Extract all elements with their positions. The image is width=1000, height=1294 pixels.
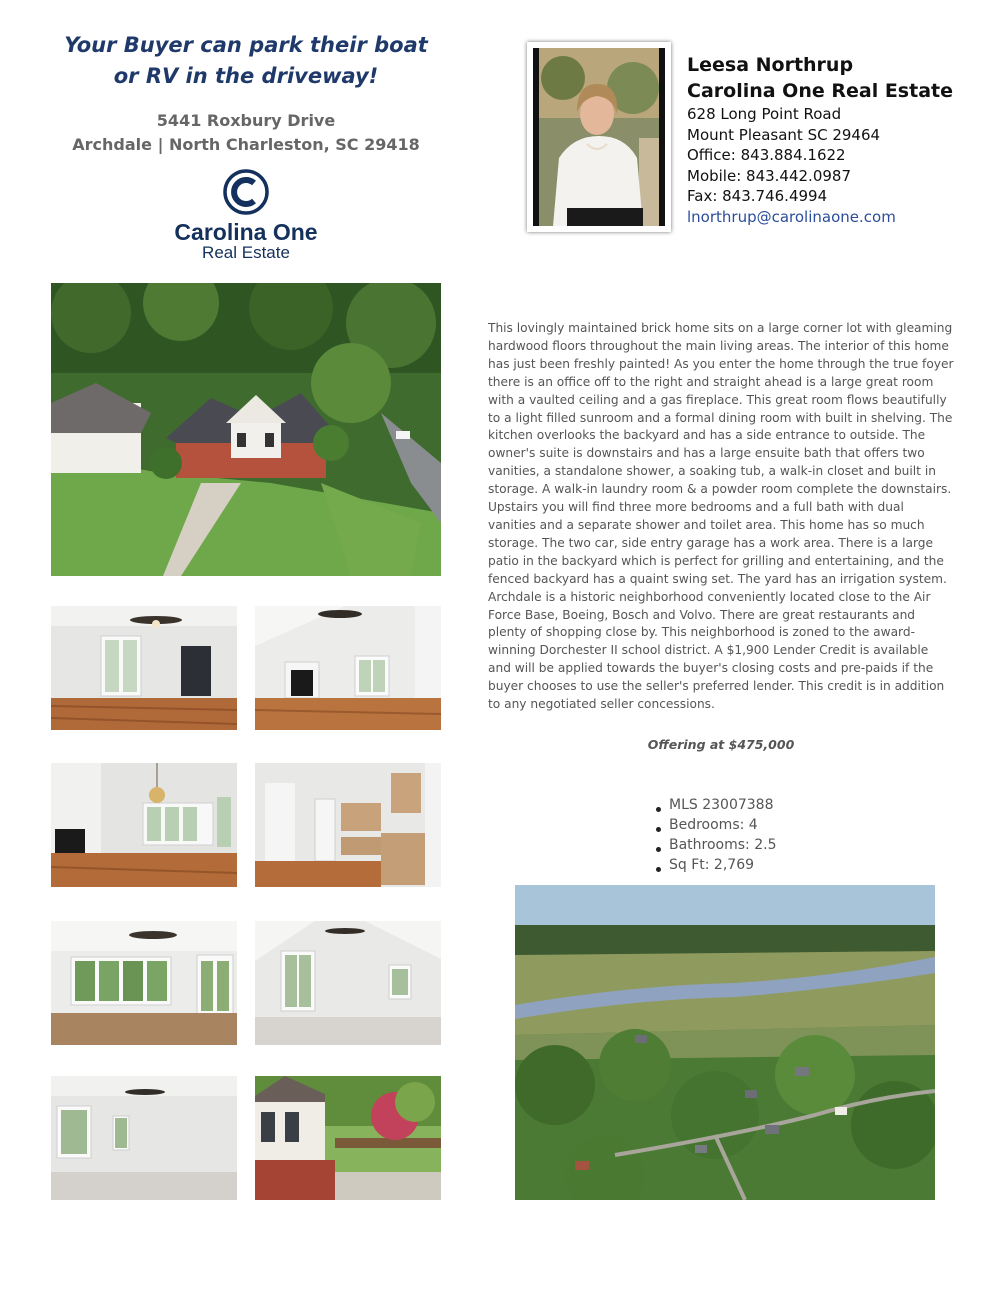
exterior-photo-backyard xyxy=(255,1076,441,1200)
offering-price: Offering at $475,000 xyxy=(647,737,795,752)
interior-photo-kitchen xyxy=(255,763,441,887)
headline-line-1: Your Buyer can park their boat xyxy=(64,33,428,57)
fact-bathrooms: Bathrooms: 2.5 xyxy=(655,835,777,855)
agent-street: 628 Long Point Road xyxy=(687,105,842,123)
agent-company: Carolina One Real Estate xyxy=(687,80,953,102)
interior-photo-bedroom-2 xyxy=(51,1076,237,1200)
agent-email-link[interactable]: lnorthrup@carolinaone.com xyxy=(687,207,896,226)
property-description: This lovingly maintained brick home sits on a large corner lot with gleaming hardwood floors throughout the main living areas. The interior of this home has just been freshly painted! As you enter the home through the true foyer there is an office off to the right and straight ahead is a large great room with a vaulted ceiling and a gas fireplace. This great room flows beautifully to a light filled sunroom and a formal dining room with built in shelving. The kitchen overlooks the backyard and has a side entrance to outside. The owner's suite is downstairs and has a large ensuite bath that offers two vanities, a standalone shower, a soaking tub, a walk-in closet and built in storage. A walk-in laundry room & a powder room complete the downstairs. Upstairs you will find three more bedrooms and a full bath with dual vanities and a separate shower and toilet area. This home has so much storage. The two car, side entry garage has a work area. There is a large patio in the backyard which is perfect for grilling and entertaining, and the fenced backyard has a quaint swing set. The yard has an irrigation system. Archdale is a historic neighborhood conveniently located close to the Air Force Base, Boeing, Bosch and Volvo. There are great restaurants and plenty of shopping close by. This neighborhood is zoned to the award-winning Dorchester II school district. A $1,900 Lender Credit is available and will be applied towards the buyer's closing costs and pre-paids if the buyer chooses to use the seller's preferred lender. This credit is in addition to any negotiated seller concessions. xyxy=(488,321,954,712)
address-street: 5441 Roxbury Drive xyxy=(156,111,336,130)
brokerage-logo xyxy=(160,168,332,268)
fact-sqft: Sq Ft: 2,769 xyxy=(655,855,777,875)
address-city: Archdale | North Charleston, SC 29418 xyxy=(72,135,420,154)
agent-mobile-phone: Mobile: 843.442.0987 xyxy=(687,166,851,185)
interior-photo-great-room xyxy=(51,606,237,730)
logo-subtitle: Real Estate xyxy=(202,243,290,262)
agent-fax: Fax: 843.746.4994 xyxy=(687,187,828,205)
headline xyxy=(60,30,432,92)
agent-city: Mount Pleasant SC 29464 xyxy=(687,125,881,144)
property-facts-list xyxy=(655,795,777,875)
interior-photo-bedroom-1 xyxy=(255,921,441,1045)
neighborhood-aerial-photo xyxy=(515,885,935,1200)
property-address xyxy=(60,109,432,157)
agent-office-phone: Office: 843.884.1622 xyxy=(687,146,846,164)
fact-mls: MLS 23007388 xyxy=(655,795,777,815)
agent-name: Leesa Northrup xyxy=(687,54,854,76)
copyright-c-icon xyxy=(222,168,270,216)
interior-photo-dining-room xyxy=(51,763,237,887)
logo-name: Carolina One xyxy=(174,219,318,245)
house-aerial-photo xyxy=(51,283,441,576)
interior-photo-sunroom xyxy=(51,921,237,1045)
agent-contact xyxy=(687,52,987,227)
fact-bedrooms: Bedrooms: 4 xyxy=(655,815,777,835)
interior-photo-fireplace xyxy=(255,606,441,730)
headline-line-2: or RV in the driveway! xyxy=(113,64,379,88)
agent-photo xyxy=(527,42,671,232)
